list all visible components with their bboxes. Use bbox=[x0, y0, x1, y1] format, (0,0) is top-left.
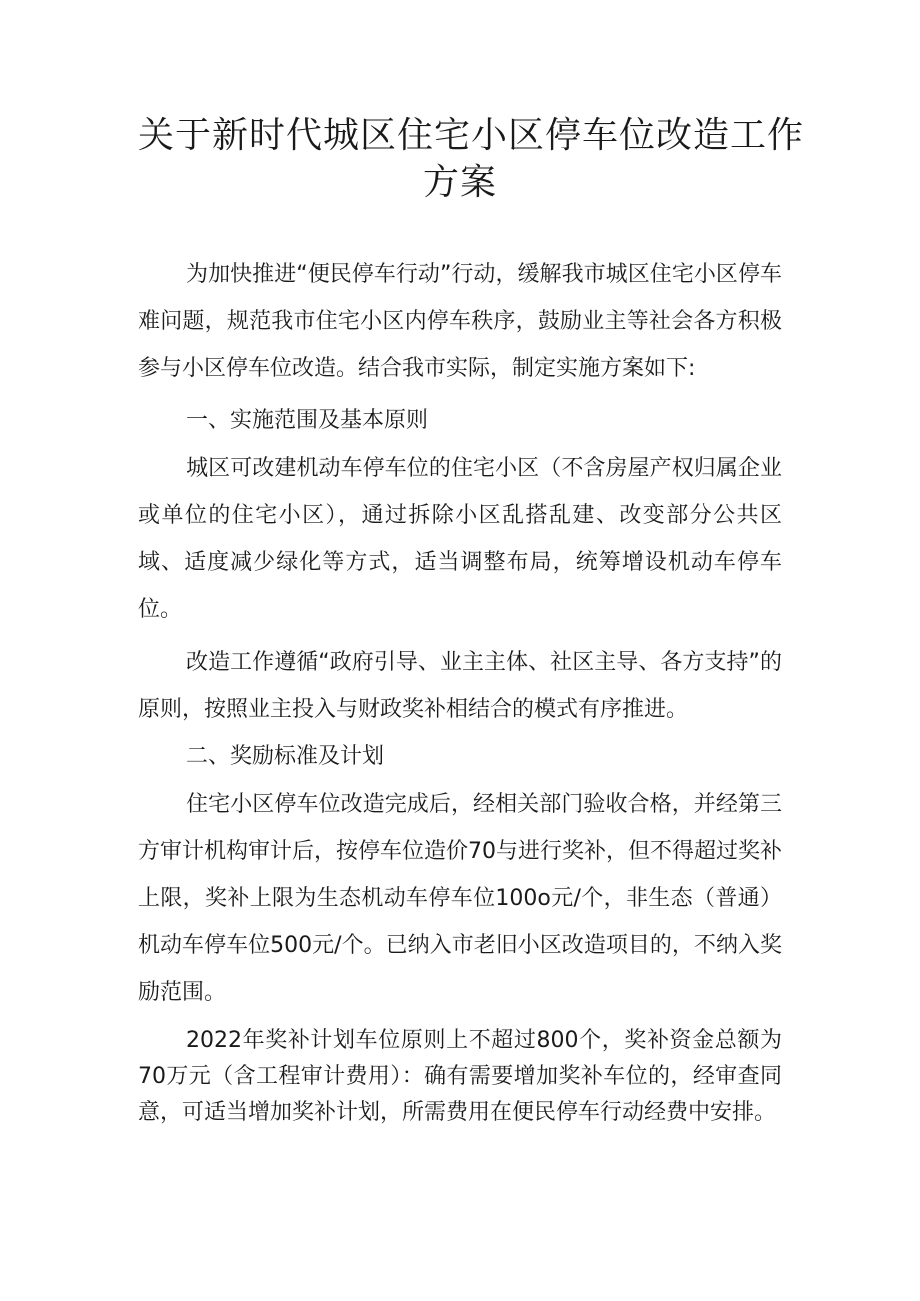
section1-paragraph1 bbox=[138, 445, 782, 633]
section1-paragraph2 bbox=[138, 639, 782, 733]
intro-text: 为加快推进“便民停车行动”行动，缓解我市城区住宅小区停车难问题，规范我市住宅小区内停车秩序，鼓励业主等社会各方积极参与小区停车位改造。结合我市实际，制定实施方案如下: bbox=[138, 262, 782, 381]
section1-heading: 一、实施范围及基本原则 bbox=[186, 408, 429, 433]
document-title-line2: 方案 bbox=[422, 162, 497, 203]
document-title-line1: 关于新时代城区住宅小区停车位改造工作 bbox=[138, 115, 805, 156]
section2-heading: 二、奖励标准及计划 bbox=[186, 744, 385, 769]
intro-paragraph bbox=[138, 251, 782, 392]
section2-paragraph2-text: 2022年奖补计划车位原则上不超过800个，奖补资金总额为70万元（含工程审计费用）：确有需要增加奖补车位的，经审查同意，可适当增加奖补计划，所需费用在便民停车行动经费中安排。 bbox=[138, 1028, 782, 1125]
section2-paragraph2 bbox=[138, 1023, 782, 1131]
section2-paragraph1-text: 住宅小区停车位改造完成后，经相关部门验收合格，并经第三方审计机构审计后，按停车位造价70与进行奖补，但不得超过奖补上限，奖补上限为生态机动车停车位100o元/个，非生态（普通）机动车停车位500元/个。已纳入市老旧小区改造项目的，不纳入奖励范围。 bbox=[138, 792, 782, 1005]
section1-paragraph1-text: 城区可改建机动车停车位的住宅小区（不含房屋产权归属企业或单位的住宅小区），通过拆除小区乱搭乱建、改变部分公共区域、适度减少绿化等方式，适当调整布局，统筹增设机动车停车位。 bbox=[138, 456, 782, 622]
section2-paragraph1 bbox=[138, 781, 782, 1016]
section1-paragraph2-text: 改造工作遵循“政府引导、业主主体、社区主导、各方支持”的原则，按照业主投入与财政奖补相结合的模式有序推进。 bbox=[138, 650, 782, 722]
